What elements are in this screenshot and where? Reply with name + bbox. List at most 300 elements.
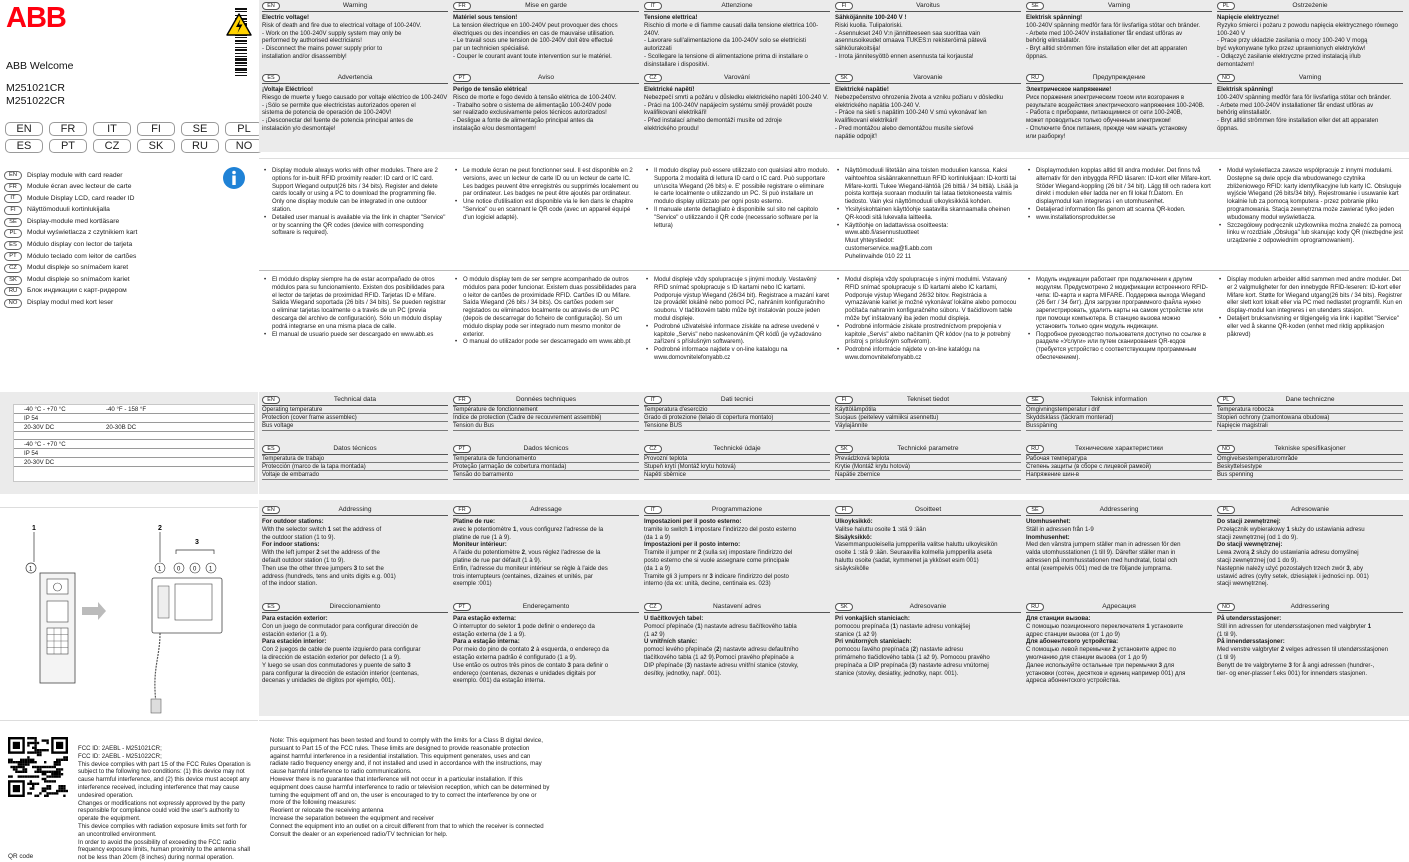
- header-title: Tekniset tiedot: [906, 395, 950, 403]
- lang-pill: CZ: [4, 264, 22, 273]
- qr-label: QR code: [8, 853, 34, 860]
- section-header: [262, 73, 448, 84]
- header-title: Direccionamiento: [329, 602, 381, 610]
- info-cell: [262, 277, 448, 339]
- tech-row: Temperatura de trabajo: [262, 455, 448, 463]
- lang-pill: FI: [835, 2, 853, 10]
- info-list: [835, 168, 1021, 262]
- header-title: Attenzione: [721, 1, 753, 9]
- lang-pill: FI: [835, 396, 853, 404]
- info-bullet: • Display module always works with other modules. There are 2 options for in-built RFID proximity reader: ID card or IC card. Support Wiegand output(26 bits / 34 bits). Register and delete cards locally or using a PC to download the programming file. Only one display module can be integrated in one outdoor station.: [262, 168, 448, 215]
- section-header: [1217, 395, 1403, 406]
- info-list: [1026, 277, 1212, 363]
- header-title: Technical data: [333, 395, 377, 403]
- lang-tag-cz: CZ: [93, 139, 131, 153]
- product-name: Display module with card reader: [27, 171, 123, 179]
- header-title: Mise en garde: [525, 1, 567, 9]
- tech-row: Napětí sběrnice: [644, 471, 830, 479]
- header-title: Адресация: [1102, 602, 1136, 610]
- lang-pill: IT: [4, 194, 22, 203]
- info-bullet: • Podrobné informácie nájdete v on-line katalógu na www.domovnitelefonyabb.cz: [835, 347, 1021, 363]
- warning-body: [262, 84, 448, 133]
- tech-row: Protection (cover frame assemblec): [262, 414, 448, 422]
- tech-value-metric: 20-30V DC: [24, 459, 55, 466]
- product-name: Display modul med kort leser: [27, 299, 114, 307]
- tech-value-imperial: [106, 449, 188, 457]
- tech-value-row: [14, 458, 254, 467]
- addressing-block-no: [1217, 602, 1403, 714]
- header-title: Osoitteet: [914, 505, 942, 513]
- header-title: Adressage: [530, 505, 562, 513]
- section-header: [1026, 505, 1212, 516]
- tech-value-imperial: [106, 440, 188, 448]
- tech-row: Temperatura robocza: [1217, 406, 1403, 414]
- section-header: [1217, 505, 1403, 516]
- lang-pill: FI: [4, 206, 22, 215]
- info-list: [262, 168, 448, 238]
- warning-text: Riesgo de muerte y fuego causado por voltaje eléctrico de 100-240V - ¡Sólo se permite que electricistas autorizados operen el sistema de potencia de operación de 100-240V! - ¡Desconectar del fuente de potencia principal antes de instalación y/o desmontaje!: [262, 93, 448, 132]
- addressing-text: Para estação externa: O interruptor do seletor 1 pode definir o endereço da estação externa (de 1 a 9). Para a estação interna: Por meio do pino de contato 2 à esquerda, o endereço da estação externa padrão é configurado (1 a 9). Use então os outros três pinos de contato 3 para definir o endereço (centenas, dezenas e unidades digitais por exemplo. 001) da estação interna.: [453, 615, 609, 685]
- tech-row: Grado di protezione (telaio di copertura montato): [644, 414, 830, 422]
- warning-block-ru: [1026, 73, 1212, 143]
- lang-pill: RU: [1026, 603, 1044, 611]
- warning-body: [644, 12, 830, 69]
- tech-block-en: [262, 395, 448, 441]
- addressing-figure: [0, 508, 258, 718]
- lang-pill: IT: [644, 396, 662, 404]
- warning-title: Sähköjännite 100-240 V !: [835, 14, 907, 21]
- tech-row: Provozní teplota: [644, 455, 830, 463]
- tech-row: Käyttölämpötila: [835, 406, 1021, 414]
- info-bullet: • El manual de usuario puede ser descargado en www.abb.es: [262, 332, 448, 340]
- addressing-block-sk: [835, 602, 1021, 714]
- info-bullet: • Подробное руководство пользователя доступно по ссылке в разделе «Услуги» или путем сканирования QR-кодов (требуется устройство с соответствующим программным обеспечением).: [1026, 332, 1212, 363]
- svg-text:2: 2: [158, 525, 162, 532]
- tech-value-imperial: [106, 458, 188, 466]
- product-name: Display-module med kortläsare: [27, 217, 120, 225]
- warning-text: Risk of death and fire due to electrical voltage of 100-240V. - Work on the 100-240V supply system may only be performed by authorised electricians! - Disconnect the mains power supply prior to installation and/or disassembly!: [262, 21, 422, 60]
- header-title: Addressering: [1099, 505, 1139, 513]
- tech-row: Stupeň krytí (Montáž krytu hotová): [644, 463, 830, 471]
- lang-pill: CZ: [644, 445, 662, 453]
- info-cell: [1026, 168, 1212, 223]
- warning-text: 100-240V spänning medför fara för livsfarliga stötar och bränder. - Arbete med 100-240V installationer får endast utföras av behörig elinstallatör. - Bryt alltid strömmen före installation eller det att apparaten öppnas.: [1217, 93, 1392, 132]
- lang-pill: IT: [644, 2, 662, 10]
- lang-pill: RU: [1026, 445, 1044, 453]
- lang-pill: ES: [262, 445, 280, 453]
- tech-row: Proteção (armação de cobertura montada): [453, 463, 639, 471]
- lang-tag-pt: PT: [49, 139, 87, 153]
- info-list: [453, 277, 639, 347]
- lang-pill: PL: [4, 229, 22, 238]
- tech-value-row: [14, 414, 254, 423]
- fcc-text: FCC ID: 2AEBL - M251021CR; FCC ID: 2AEBL - M251022CR; This device complies with part 15 of the FCC Rules Operation is subject to the following two conditions: (1) this device may not cause harmful interference, and (2) this device must accept any interference received, including interference that may cause undesired operation. Changes or modifications not expressly approved by the party responsible for compliance could void the user's authority to operate the equipment. This device complies with radiation exposure limits set forth for an uncontrolled environment. In order to avoid the possibility of exceeding the FCC radio frequency exposure limits, human proximity to the antenna shall not be less than 20cm (8 inches) during normal operation.: [78, 745, 251, 862]
- warning-body: [1217, 84, 1403, 133]
- addressing-block-se: [1026, 505, 1212, 600]
- section-header: [644, 1, 830, 12]
- tech-block-se: [1026, 395, 1212, 441]
- section-header: [1026, 395, 1212, 406]
- warning-title: Электрическое напряжение!: [1026, 86, 1112, 93]
- lang-pill: PT: [453, 445, 471, 453]
- tech-block-no: [1217, 444, 1403, 490]
- header-title: Технические характеристики: [1075, 444, 1163, 452]
- tech-row: Väylajännite: [835, 422, 1021, 430]
- header-title: Varovanie: [913, 73, 943, 81]
- tech-row: Tension du Bus: [453, 422, 639, 430]
- header-title: Adresowanie: [1290, 505, 1330, 513]
- warning-body: [1026, 12, 1212, 61]
- header-title: Endereçamento: [522, 602, 570, 610]
- info-list: [835, 277, 1021, 363]
- warning-text: Risco de morte e fogo devido à tensão elétrica de 100-240V. - Trabalho sobre o sistema de alimentação 100-240V pode ser realizado exclusivamente pelos técnicos autorizados! - Desligue a fonte de alimentação principal antes da instalação e/ou desmontagem!: [453, 93, 617, 132]
- tech-row: Степень защиты (в сборе с лицевой рамкой): [1026, 463, 1212, 471]
- product-name-list: [4, 170, 137, 309]
- product-name-row: [4, 182, 137, 194]
- info-bullet: • Käyttöohje on ladattavissa osoitteesta: www.abb.fi/asennustuotteet Muut yhteystiedot: customerservice.wa@fi.abb.com Puhelinvaihde 010 22 11: [835, 223, 1021, 262]
- warning-text: Ryzyko śmierci i pożaru z powodu napięcia elektrycznego równego 100-240 V - Prace przy układzie zasilania o mocy 100-240 V mogą być wykonywane tylko przez uprawnionych elektryków! - Odłączyć zasilanie elektryczne przed instalacją i/lub demontażem!: [1217, 21, 1398, 68]
- lang-pill: EN: [4, 171, 22, 180]
- info-bullet: • Podrobné informace najdete v on-line katalogu na www.domovnitelefonyabb.cz: [644, 347, 830, 363]
- header-title: Varning: [1298, 73, 1322, 81]
- lang-pill: PL: [1217, 506, 1235, 514]
- info-cell: [835, 168, 1021, 262]
- lang-pill: SK: [835, 445, 853, 453]
- warning-title: Elektrisk spänning!: [1026, 14, 1083, 21]
- header-title: Datos técnicos: [333, 444, 377, 452]
- info-bullet: • Detailed user manual is available via the link in chapter "Service" or by scanning the QR codes (device with corresponding software is required).: [262, 215, 448, 238]
- addressing-text: Ulkoyksikkö: Valitse haluttu osoite 1 :stä 9 :ään Sisäyksikkö: Vasemmanpuoleisella jumpperilla valitse haluttu ulkoyksikön osoite 1 :stä 9 :ään. Seuraavilla kolmella jumpperilla aseta haluttu osoite (sadat, kymmenet ja ykköset esim 001) sisäyksikölle: [835, 518, 998, 572]
- lang-tag-se: SE: [181, 122, 219, 136]
- section-header: [262, 395, 448, 406]
- tech-block-it: [644, 395, 830, 441]
- addressing-block-it: [644, 505, 830, 600]
- addressing-text: Para estación exterior: Con un juego de conmutador para configurar dirección de estación exterior (1 a 9). Para estación interior: Con 2 juegos de cable de puente izquierdo para configurar la dirección de estación exterior por defecto (1 a 9). Y luego se usan dos conmutadores y puente de salto 3 para configurar la dirección de estación interior (centenas, decenas y unidades de dígitos por ejemplo, 001).: [262, 615, 421, 685]
- product-name-row: [4, 251, 137, 263]
- warning-block-fi: [835, 1, 1021, 71]
- section-header: [1026, 1, 1212, 12]
- header-title: Advertencia: [337, 73, 373, 81]
- addressing-text: For outdoor stations: With the selector switch 1 set the address of the outdoor station (1 to 9). For indoor stations: With the left jumper 2 set the address of the default outdoor station (1 to 9). Then use the other three jumpers 3 to set the address (hundreds, tens and units digits e.g. 001) of the indoor station.: [262, 518, 396, 588]
- header-title: Varoitus: [916, 1, 940, 9]
- product-name-row: [4, 263, 137, 275]
- section-header: [1217, 602, 1403, 613]
- tech-block-sk: [835, 444, 1021, 490]
- tech-row: Napätie zbernice: [835, 471, 1021, 479]
- addressing-block-pt: [453, 602, 639, 714]
- lang-pill: NO: [1217, 445, 1235, 453]
- lang-pill: SK: [835, 74, 853, 82]
- tech-row: Напряжение шин-в: [1026, 471, 1212, 479]
- info-cell: [835, 277, 1021, 363]
- warning-text: Nebezpečenstvo ohrozenia života a vzniku požiaru v dôsledku elektrického napätia 100-240 V. - Práce na sieti s napätím 100-240 V smú vykonávať len kvalifikovaní elektrikári! - Pred montážou alebo demontážou musíte sieťové napätie odpojiť!: [835, 93, 1004, 140]
- header-title: Addressing: [338, 505, 372, 513]
- svg-text:0: 0: [177, 566, 181, 573]
- lang-tag-ru: RU: [181, 139, 219, 153]
- tech-row: Рабочая температура: [1026, 455, 1212, 463]
- lang-tag-sk: SK: [137, 139, 175, 153]
- tech-row: Napięcie magistrali: [1217, 422, 1403, 430]
- section-header: [453, 444, 639, 455]
- fcc-note: Note: This equipment has been tested and found to comply with the limits for a Class B digital device, pursuant to Part 15 of the FCC rules. These limits are designed to provide reasonable protection against harmful interference in a residential installation. This equipment generates, uses and can radiate radio frequency energy and, if not installed and used in accordance with the instructions, may cause harmful interference to radio communications. However there is no guarantee that interference will not occur in a particular installation. If this equipment does cause harmful interference to radio or television reception, which can be determined by turning the equipment off and on, the user is encouraged to try to correct the interference by one or more of the following measures: Reorient or relocate the receiving antenna Increase the separation between the equipment and receiver Connect the equipment into an outlet on a circuit different from that to which the receiver is connected Consult the dealer or an experienced radio/TV technician for help.: [270, 737, 550, 838]
- warning-text: Riski kuolla. Tulipaloriski. - Asennukset 240 V:n jännitteeseen saa suorittaa vain asennusoikeudet omaava TUKES:n rekisteröimä pätevä sähköurakoitsija! - Irrota jännitesyöttö ennen asennusta tai korjausta!: [835, 21, 987, 60]
- info-bullet: • Detaljert bruksanvisning er tilgjengelig via link i kapitlet "Service" eller ved å skanne QR-koden (enhet med riktig applikasjon påkrevd): [1217, 316, 1403, 339]
- lang-pill: PT: [453, 603, 471, 611]
- product-name: Блок индикации с карт-ридером: [27, 287, 127, 295]
- warning-title: Electric voltage!: [262, 14, 310, 21]
- svg-text:ABB: ABB: [6, 4, 66, 30]
- warning-body: [835, 84, 1021, 141]
- warning-title: Elektrické napětí!: [644, 86, 695, 93]
- lang-pill: ES: [262, 603, 280, 611]
- addressing-block-ru: [1026, 602, 1212, 714]
- info-icon: [222, 166, 246, 190]
- header-title: Dados técnicos: [523, 444, 569, 452]
- section-header: [453, 602, 639, 613]
- addressing-text: Impostazioni per il posto esterno: tramite lo switch 1 impostare l'indirizzo del posto esterno (da 1 a 9) Impostazioni per il posto interno: Tramite il jumper nr 2 (sulla sx) impostare l'indirizzo del posto esterno che si vuole assegnare come principale (da 1 a 9) Tramite gli 3 jumpers nr 3 indicare l'indirizzo del posto interno (da ex: unità, decine, centinaia es. 023): [644, 518, 797, 588]
- addressing-block-fi: [835, 505, 1021, 600]
- section-header: [262, 444, 448, 455]
- warning-block-en: [262, 1, 448, 71]
- section-header: [644, 602, 830, 613]
- info-bullet: • O manual do utilizador pode ser descarregado em www.abb.pt: [453, 339, 639, 347]
- lang-pill: RU: [4, 287, 22, 296]
- tech-value-imperial: [106, 414, 188, 422]
- lang-tag-fr: FR: [49, 122, 87, 136]
- tech-value-row: [14, 405, 254, 414]
- warning-block-fr: [453, 1, 639, 71]
- warning-body: [262, 12, 448, 61]
- header-title: Dati tecnici: [720, 395, 754, 403]
- warning-title: Tensione elettrica!: [644, 14, 698, 21]
- tech-row: Krytie (Montáž krytu hotová): [835, 463, 1021, 471]
- section-header: [1217, 73, 1403, 84]
- header-title: Warning: [342, 1, 368, 9]
- lang-pill: FR: [453, 396, 471, 404]
- info-bullet: • Il manuale utente dettagliato è disponibile sul sito nel capitolo "Service" o utilizzando il QR code (necessario software per la lettura): [644, 207, 830, 230]
- lang-tag-pl: PL: [225, 122, 263, 136]
- lang-pill: FR: [4, 183, 22, 192]
- warning-text: Nebezpečí smrti a požáru v důsledku elektrického napětí 100-240 V. - Práci na 100-240V napájecím systému smějí provádět pouze kvalifikovaní elektrikáři! - Před instalací a/nebo demontáží musíte od zdroje elektrického proudu!: [644, 93, 829, 132]
- addressing-text: Utomhusenhet: Ställ in adressen från 1-9 Inomhusenhet: Med den vänstra jumpern ställer man in adressen för den valda utomhusstationen (1 till 9). Därefter ställer man in adressen på inomhusstationen med hundratal, tiotal och ental (exempelvis 001) med de tre följande jumprarna.: [1026, 518, 1181, 572]
- section-header: [1026, 602, 1212, 613]
- tech-value-imperial: [106, 432, 188, 439]
- header-title: Données techniques: [515, 395, 577, 403]
- product-name-row: [4, 274, 137, 286]
- info-list: [1026, 168, 1212, 223]
- product-name: Modul displeje so snímačom kariet: [27, 275, 130, 283]
- section-header: [262, 602, 448, 613]
- section-header: [1217, 444, 1403, 455]
- warning-text: La tension électrique en 100-240V peut provoquer des chocs électriques ou des incendies en cas de mauvaise utilisation. - Le travail sous une tension de 100-240V doit être effectué par un technicien spécialisé. - Couper le courant avant toute intervention sur le matériel.: [453, 21, 618, 60]
- tech-row: Suojaus (peitelevy valmiiksi asennettu): [835, 414, 1021, 422]
- abb-logo: [6, 4, 70, 30]
- tech-value-metric: 20-30V DC: [24, 424, 55, 431]
- tech-value-metric: IP 54: [24, 450, 39, 457]
- lang-pill: SE: [4, 218, 22, 227]
- addressing-text: På utendørsstasjoner: Still inn adressen for utendørsstasjonen med valgbryter 1 (1 til 9). På innendørsstasjoner: Med venstre valgbryter 2 velges adressen til utendørsstasjonen (1 til 9) Benytt de tre valgbryterne 3 for å angi adressen (hundrer-, tier- og ener-plasser f.eks 001) for innendørs stasjonen.: [1217, 615, 1389, 677]
- tech-block-fi: [835, 395, 1021, 441]
- tech-row: Omgivelsestemperaturområde: [1217, 455, 1403, 463]
- warning-title: Perigo de tensão elétrica!: [453, 86, 528, 93]
- tech-row: Bus spenning: [1217, 471, 1403, 479]
- warning-body: [1026, 84, 1212, 141]
- info-bullet: • Une notice d'utilisation est disponible via le lien dans le chapitre "Service" ou en scannant le QR code (avec un appareil équipé d'un logiciel adapté).: [453, 199, 639, 222]
- section-header: [835, 505, 1021, 516]
- tech-row: Stopień ochrony (zamontowana obudowa): [1217, 414, 1403, 422]
- tech-value-row: [14, 423, 254, 432]
- info-list: [262, 277, 448, 339]
- info-bullet: • Modul displeje vždy spolupracuje s jinými moduly. Vestavěný RFID snímač spolupracuje s ID kartami nebo IC kartami. Podporuje výstup Wiegand (26/34 bit). Registrace a mazání karet lze provádět lokálně nebo pomocí PC, nahráním konfiguračního souboru. V tlačítkovém tablo může být instalován pouze jeden modul displeje.: [644, 277, 830, 324]
- tech-values-table: [13, 404, 255, 482]
- info-bullet: • El módulo display siempre ha de estar acompañado de otros módulos para su funcionamiento. Existen dos posibilidades para el lector de tarjetas de proximidad RFID. Tarjetas ID e Mifare. Salida Wiegand soportada (26 bits / 34 bits). Se pueden registrar o eliminar tarjetas localmente o a través de un PC (previa descarga del archivo de configuración). Sólo un módulo display podrá integrarse en una misma placa de calle.: [262, 277, 448, 332]
- lang-pill: NO: [4, 299, 22, 308]
- warning-body: [644, 84, 830, 133]
- tech-value-row: [14, 440, 254, 449]
- info-cell: [1217, 277, 1403, 339]
- tech-block-pt: [453, 444, 639, 490]
- info-list: [1217, 168, 1403, 246]
- tech-row: Protección (marco de la tapa montada): [262, 463, 448, 471]
- lang-pill: CZ: [644, 603, 662, 611]
- tech-block-fr: [453, 395, 639, 441]
- header-title: Adresovanie: [909, 602, 947, 610]
- section-header: [1026, 73, 1212, 84]
- section-header: [835, 73, 1021, 84]
- tech-row: Indice de protection (Cadre de recouvrement assemblé): [453, 414, 639, 422]
- addressing-text: Для станции вызова: С помощью позиционного переключателя 1 установите адрес станции вызова (от 1 до 9) Для абонентского устройства: С помощью левой перемычки 2 установите адрес по умолчанию для станции вызова (от 1 до 9) Далее используйте остальные три перемычки 3 для установки (сотен, десятков и единиц например 001) для адреса абонентского устройства.: [1026, 615, 1186, 685]
- addressing-block-cz: [644, 602, 830, 714]
- qr-code-icon: [8, 737, 68, 797]
- section-header: [835, 395, 1021, 406]
- tech-value-metric: -40 °C - +70 °C: [24, 406, 66, 413]
- lang-pill: PT: [453, 74, 471, 82]
- product-name-row: [4, 205, 137, 217]
- section-header: [835, 1, 1021, 12]
- lang-pill: RU: [1026, 74, 1044, 82]
- warning-text: 100-240V spänning medför fara för livsfarliga stötar och bränder. - Arbete med 100-240V installationer får endast utföras av behörig elinstallatör. - Bryt alltid strömmen före installation eller det att apparaten öppnas.: [1026, 21, 1201, 60]
- tech-row: Température de fonctionnement: [453, 406, 639, 414]
- tech-value-row: [14, 449, 254, 458]
- warning-body: [835, 12, 1021, 61]
- lang-pill: FR: [453, 506, 471, 514]
- lang-pill: IT: [644, 506, 662, 514]
- info-bullet: • Yksityiskohtainen käyttöohje saatavilla skannaamalla oheinen QR-koodi sitä lukevalla laitteella.: [835, 207, 1021, 223]
- product-name-row: [4, 193, 137, 205]
- info-bullet: • Podrobné uživatelské informace získáte na adrese uvedené v kapitole „Servis" nebo naskenováním QR kódů (je vyžadováno zařízení s příslušným softwarem).: [644, 324, 830, 347]
- section-header: [644, 73, 830, 84]
- info-cell: [1026, 277, 1212, 363]
- lang-tag-en: EN: [5, 122, 43, 136]
- language-grid: [5, 122, 263, 153]
- tech-row: Tensione BUS: [644, 422, 830, 430]
- header-title: Programmazione: [711, 505, 763, 513]
- info-cell: [453, 277, 639, 347]
- lang-pill: PL: [1217, 396, 1235, 404]
- warning-block-cz: [644, 73, 830, 143]
- warning-title: Elektrisk spänning!: [1217, 86, 1274, 93]
- info-bullet: • Modul displeja vždy spolupracuje s inými modulmi. Vstavaný RFID snímač spolupracuje s ID kartami alebo IC kartami, Podporuje výstup Wiegand 26/32 bitov. Registrácia a vymazávanie kariet je možné vykonávať lokálne alebo pomocou počítača nahraním konfiguračného súboru. V tlačidlovom table môže byť inštalovaný iba jeden modul displeja.: [835, 277, 1021, 324]
- info-cell: [453, 168, 639, 223]
- product-name: Modul displeje so snímačem karet: [27, 264, 129, 272]
- lang-tag-fi: FI: [137, 122, 175, 136]
- tech-row: Beskyttelsestype: [1217, 463, 1403, 471]
- product-name-row: [4, 216, 137, 228]
- warning-block-sk: [835, 73, 1021, 143]
- warning-block-pl: [1217, 1, 1403, 71]
- lang-tag-es: ES: [5, 139, 43, 153]
- info-bullet: • Le module écran ne peut fonctionner seul. Il est disponible en 2 versions, avec un lecteur de carte ID ou un lecteur de carte IC. Les badges peuvent être enregistrés ou supprimés localement ou par ordinateur. Les badges ne peut être ajoutés par ordinateur.: [453, 168, 639, 199]
- section-header: [453, 1, 639, 12]
- info-list: [453, 168, 639, 223]
- warning-block-es: [262, 73, 448, 143]
- warning-triangle-icon: [226, 13, 252, 36]
- section-header: [644, 444, 830, 455]
- tech-value-imperial: -40 °F - 158 °F: [106, 406, 147, 413]
- header-title: Dane techniczne: [1285, 395, 1335, 403]
- warning-block-se: [1026, 1, 1212, 71]
- section-header: [262, 1, 448, 12]
- info-bullet: • Szczegółowy podręcznik użytkownika można znaleźć za pomocą linku w rozdziale „Obsługa" lub skanując kody QR (niezbędne jest urządzenie z odpowiednim oprogramowaniem).: [1217, 223, 1403, 246]
- section-header: [453, 505, 639, 516]
- product-name: Module Display LCD, card reader ID: [27, 194, 135, 202]
- info-cell: [644, 168, 830, 230]
- tech-row: Tensão do barramento: [453, 471, 639, 479]
- header-title: Technické údaje: [713, 444, 761, 452]
- header-title: Aviso: [537, 73, 554, 81]
- warning-title: Elektrické napätie!: [835, 86, 889, 93]
- product-name: Module écran avec lecteur de carte: [27, 183, 132, 191]
- lang-pill: NO: [1217, 74, 1235, 82]
- section-header: [453, 73, 639, 84]
- tech-block-pl: [1217, 395, 1403, 441]
- lang-pill: EN: [262, 396, 280, 404]
- tech-value-imperial: 20-30B DC: [106, 424, 137, 431]
- lang-pill: ES: [4, 241, 22, 250]
- addressing-block-es: [262, 602, 448, 714]
- section-header: [1217, 1, 1403, 12]
- info-bullet: • www.installationsprodukter.se: [1026, 215, 1212, 223]
- addressing-text: U tlačítkových tabel: Pomocí přepínače (1) nastavte adresu tlačítkového tabla (1 až 9) U vnitřních stanic: pomocí levého přepínače (2) nastavte adresu defaultního tlačítkového tabla (1 až 9).Pomocí pravého přepínače a DIP přepínače (3) nastavte adresu vnitřní stanice (stovky, desítky, jednotky, např. 001).: [644, 615, 799, 677]
- product-name-row: [4, 286, 137, 298]
- tech-row: Operating temperature: [262, 406, 448, 414]
- warning-block-no: [1217, 73, 1403, 143]
- info-bullet: • Модуль индикации работает при подключении к другим модулям. Предусмотрено 2 модификации встроенного RFID-чипа: ID-карта и карта MIFARE. Поддержка выхода Wiegand (26 бит / 34 бит). Для загрузки программного файла нужно зарегистрировать, удалить карты на самом устройстве или при помощи компьютера. В станцию вызова можно установить только один модуль индикации.: [1026, 277, 1212, 332]
- addressing-text: Do stacji zewnętrznej: Przełącznik wybierakowy 1 służy do ustawiania adresu stacji zewnętrznej (od 1 do 9). Do stacji wewnętrznej: Lewa zworą 2 służy do ustawiania adresu domyślnej stacji zewnętrznej (od 1 do 9). Następnie należy użyć pozostałych trzech zwór 3, aby ustawić adres (cyfry setek, dziesiątek i jedności np. 001) stacji wewnętrznej.: [1217, 518, 1369, 588]
- product-name: Moduł wyświetlacza z czytnikiem kart: [27, 229, 138, 237]
- lang-pill: SE: [1026, 396, 1044, 404]
- tech-row: Temperatura de funcionamento: [453, 455, 639, 463]
- info-bullet: • Näyttömoduuli liitetään aina toisten moduulien kanssa. Kaksi vaihtoehtoa sisäänrakennettuun RFID kortinlukijaan: ID-kortti tai Mifare-kortti. Tukee Wiegand-lähtöä (26 bittiä / 34 bittiä). Lisää ja poista kortteja suoraan moduulin tai lataa tietokoneesta valmis tiedosto. Vain yksi näyttömoduuli ulkoyksikköä kohden.: [835, 168, 1021, 207]
- product-name-row: [4, 298, 137, 310]
- header-title: Ostrzeżenie: [1292, 1, 1328, 9]
- product-name: Näyttömoduuli kortinlukijalla: [27, 206, 110, 214]
- lang-pill: CZ: [644, 74, 662, 82]
- warning-text: Риск поражения электрическим током или возгорания в результате воздействия электрического напряжения 100-240В. - Работа с приборами, питающимися от сети 100-240В, может проводиться только обученным электриком! - Отключите блок питания, прежде чем начать установку или разборку!: [1026, 93, 1205, 140]
- tech-row: Temperatura d'esercizio: [644, 406, 830, 414]
- section-header: [644, 395, 830, 406]
- svg-text:1: 1: [158, 566, 162, 573]
- product-name-row: [4, 170, 137, 182]
- lang-pill: SK: [835, 603, 853, 611]
- section-header: [835, 602, 1021, 613]
- warning-title: Napięcie elektryczne!: [1217, 14, 1279, 21]
- lang-pill: ES: [262, 74, 280, 82]
- tech-row: Prevádzková teplota: [835, 455, 1021, 463]
- info-cell: [1217, 168, 1403, 246]
- header-title: Varning: [1107, 1, 1131, 9]
- model-1: M251021CR: [6, 82, 65, 94]
